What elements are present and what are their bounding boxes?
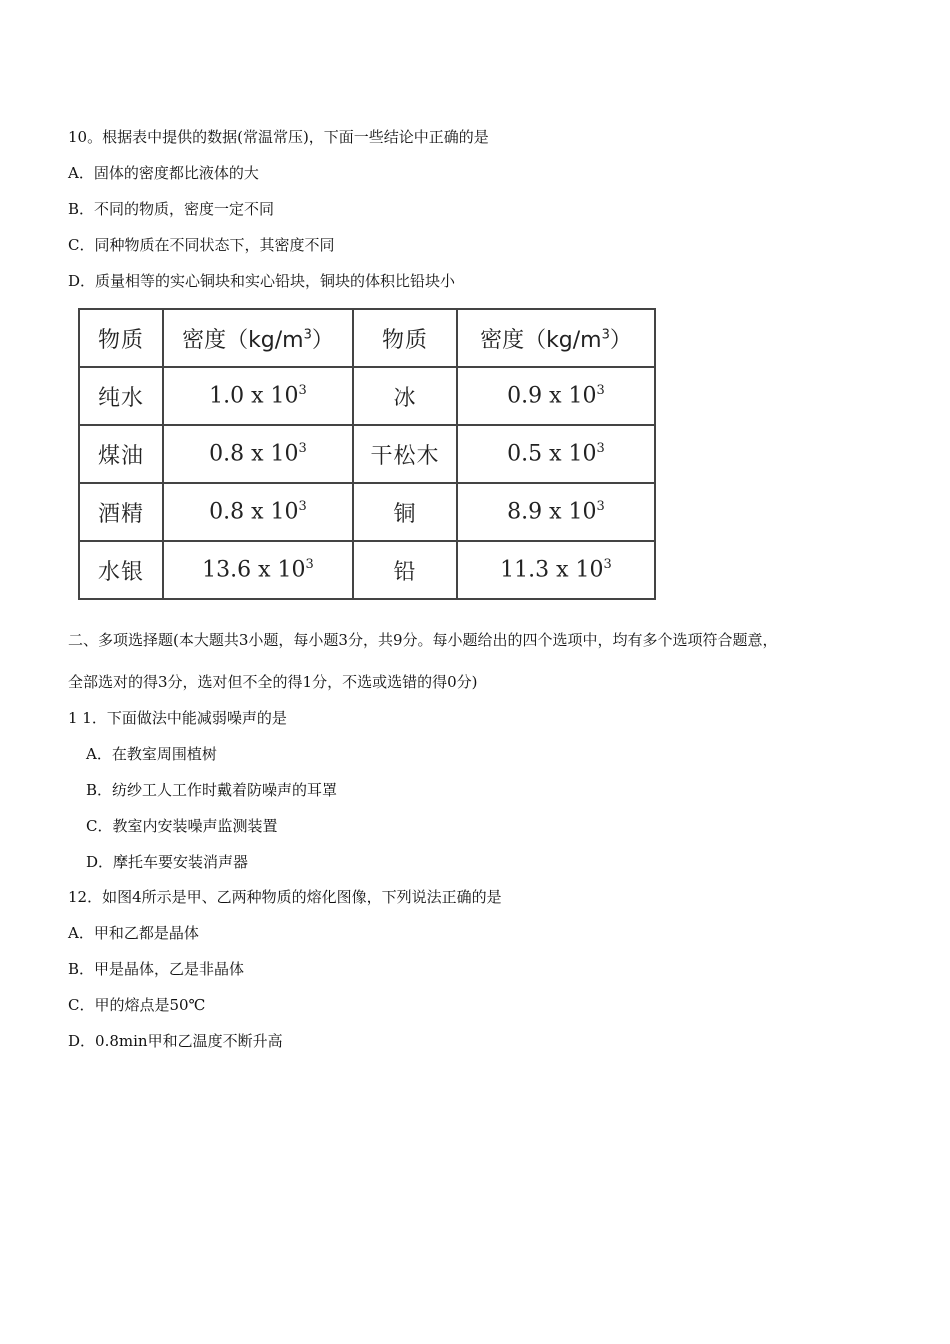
- header-substance: 物质: [79, 309, 163, 367]
- header-density-close: ）: [311, 327, 334, 353]
- q12-stem: 12．如图4所示是甲、乙两种物质的熔化图像，下列说法正确的是: [68, 888, 502, 906]
- q10-option-c: C．同种物质在不同状态下，其密度不同: [68, 236, 335, 254]
- header-density-close-2: ）: [609, 327, 632, 353]
- density-mantissa: 0.5 x 10: [507, 441, 597, 467]
- table-row: [79, 483, 655, 541]
- density-exponent: 3: [298, 441, 307, 457]
- density-value: [163, 425, 353, 483]
- substance-name: 煤油: [79, 425, 163, 483]
- section-2-line-2: 全部选对的得3分，选对但不全的得1分，不选或选错的得0分): [68, 673, 478, 691]
- density-exponent: 3: [305, 557, 314, 573]
- density-value: [457, 425, 655, 483]
- density-mantissa: 1.0 x 10: [209, 383, 299, 409]
- header-density-text-2: 密度（kg/m: [480, 327, 602, 353]
- density-value: [457, 483, 655, 541]
- table-header-row: [79, 309, 655, 367]
- substance-name: 铅: [353, 541, 457, 599]
- table-row: [79, 541, 655, 599]
- density-mantissa: 8.9 x 10: [507, 499, 597, 525]
- substance-name: 铜: [353, 483, 457, 541]
- header-density-2: [457, 309, 655, 367]
- header-density: [163, 309, 353, 367]
- q11-option-c: C．教室内安装噪声监测装置: [86, 817, 278, 835]
- q10-option-a: A．固体的密度都比液体的大: [68, 164, 259, 182]
- density-value: [163, 483, 353, 541]
- density-exponent: 3: [596, 499, 605, 515]
- q11-option-a: A．在教室周围植树: [86, 745, 217, 763]
- density-table: [78, 308, 656, 600]
- table-row: [79, 425, 655, 483]
- q10-stem: 10。根据表中提供的数据(常温常压)，下面一些结论中正确的是: [68, 128, 489, 146]
- density-value: [163, 367, 353, 425]
- q11-stem: 1 1．下面做法中能减弱噪声的是: [68, 709, 287, 727]
- density-mantissa: 11.3 x 10: [500, 557, 604, 583]
- q10-option-b: B．不同的物质，密度一定不同: [68, 200, 275, 218]
- density-exponent: 3: [596, 383, 605, 399]
- substance-name: 冰: [353, 367, 457, 425]
- header-density-exp-2: 3: [601, 327, 610, 343]
- q12-option-a: A．甲和乙都是晶体: [68, 924, 199, 942]
- substance-name: 干松木: [353, 425, 457, 483]
- header-density-exp: 3: [303, 327, 312, 343]
- q11-option-b: B．纺纱工人工作时戴着防噪声的耳罩: [86, 781, 338, 799]
- density-exponent: 3: [298, 499, 307, 515]
- substance-name: 纯水: [79, 367, 163, 425]
- q12-option-b: B．甲是晶体，乙是非晶体: [68, 960, 245, 978]
- section-2-line-1: 二、多项选择题(本大题共3小题，每小题3分，共9分。每小题给出的四个选项中，均有多个选项符合题意，: [68, 631, 778, 649]
- substance-name: 酒精: [79, 483, 163, 541]
- q10-option-d: D．质量相等的实心铜块和实心铅块，铜块的体积比铅块小: [68, 272, 456, 290]
- density-exponent: 3: [596, 441, 605, 457]
- density-value: [163, 541, 353, 599]
- density-exponent: 3: [603, 557, 612, 573]
- table-row: [79, 367, 655, 425]
- density-exponent: 3: [298, 383, 307, 399]
- density-mantissa: 0.9 x 10: [507, 383, 597, 409]
- q12-option-d: D．0.8min甲和乙温度不断升高: [68, 1032, 283, 1050]
- density-mantissa: 0.8 x 10: [209, 441, 299, 467]
- q11-option-d: D．摩托车要安装消声器: [86, 853, 249, 871]
- header-density-text: 密度（kg/m: [182, 327, 304, 353]
- density-value: [457, 541, 655, 599]
- density-mantissa: 0.8 x 10: [209, 499, 299, 525]
- density-mantissa: 13.6 x 10: [202, 557, 306, 583]
- q12-option-c: C．甲的熔点是50℃: [68, 996, 206, 1014]
- substance-name: 水银: [79, 541, 163, 599]
- density-value: [457, 367, 655, 425]
- header-substance-2: 物质: [353, 309, 457, 367]
